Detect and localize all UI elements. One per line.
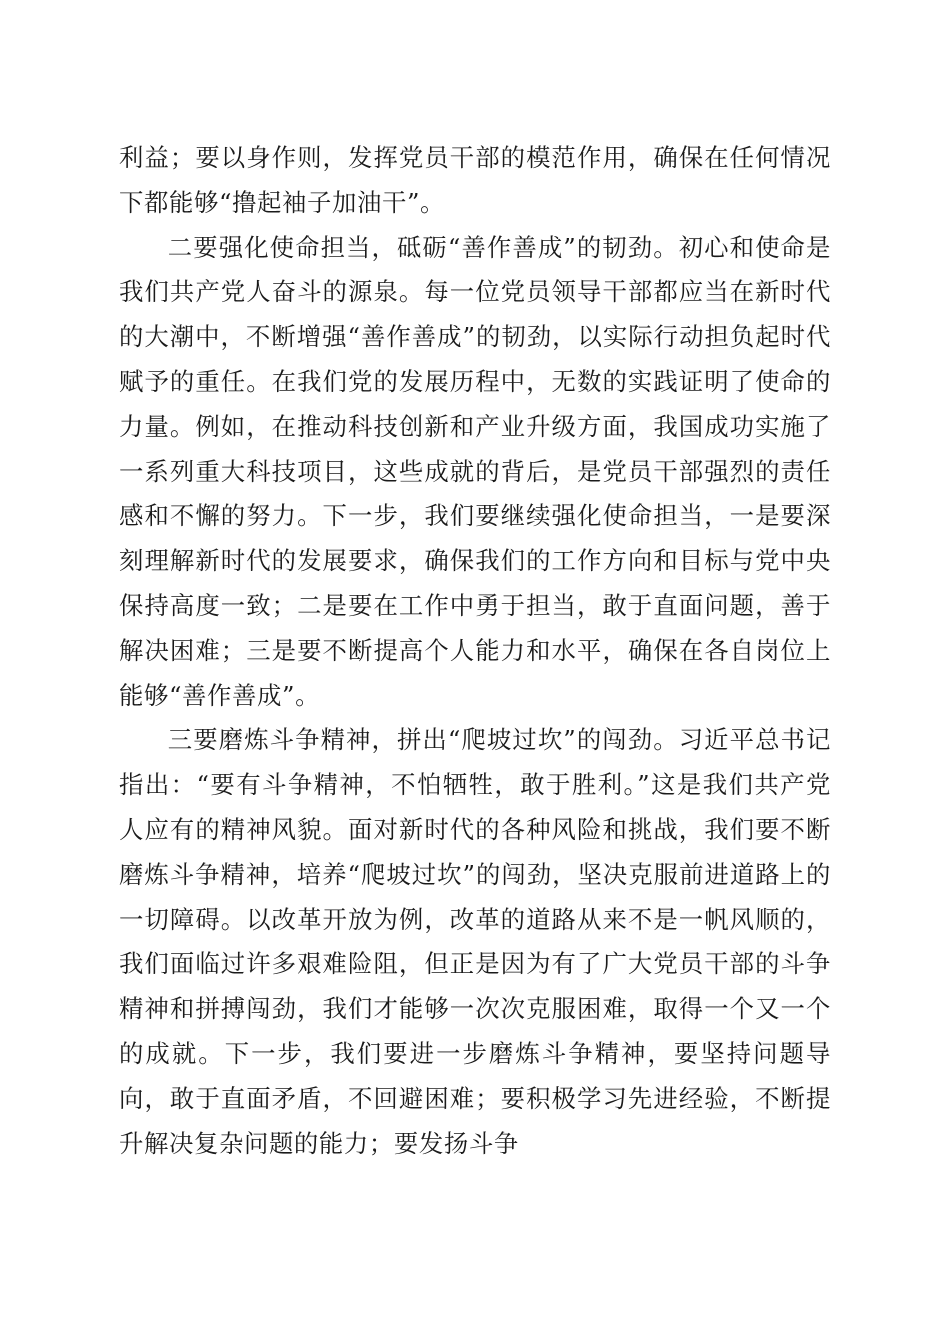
paragraph-mission: 二要强化使命担当，砥砺“善作善成”的韧劲。初心和使命是我们共产党人奋斗的源泉。每一位党员领导干部都应当在新时代的大潮中，不断增强“善作善成”的韧劲，以实际行动担负起时代赋予的重任。在我们党的发展历程中，无数的实践证明了使命的力量。例如，在推动科技创新和产业升级方面，我国成功实施了一系列重大科技项目，这些成就的背后，是党员干部强烈的责任感和不懈的努力。下一步，我们要继续强化使命担当，一是要深刻理解新时代的发展要求，确保我们的工作方向和目标与党中央保持高度一致；二是要在工作中勇于担当，敢于直面问题，善于解决困难；三是要不断提高个人能力和水平，确保在各自岗位上能够“善作善成”。 (119, 232, 831, 710)
paragraph-continuation: 利益；要以身作则，发挥党员干部的模范作用，确保在任何情况下都能够“撸起袖子加油干”。 (119, 143, 831, 217)
document-page (119, 136, 831, 1166)
paragraph-struggle: 三要磨炼斗争精神，拼出“爬坡过坎”的闯劲。习近平总书记指出：“要有斗争精神，不怕牺牲，敢于胜利。”这是我们共产党人应有的精神风貌。面对新时代的各种风险和挑战，我们要不断磨炼斗争精神，培养“爬坡过坎”的闯劲，坚决克服前进道路上的一切障碍。以改革开放为例，改革的道路从来不是一帆风顺的，我们面临过许多艰难险阻，但正是因为有了广大党员干部的斗争精神和拼搏闯劲，我们才能够一次次克服困难，取得一个又一个的成就。下一步，我们要进一步磨炼斗争精神，要坚持问题导向，敢于直面矛盾，不回避困难；要积极学习先进经验，不断提升解决复杂问题的能力；要发扬斗争 (119, 725, 831, 1158)
